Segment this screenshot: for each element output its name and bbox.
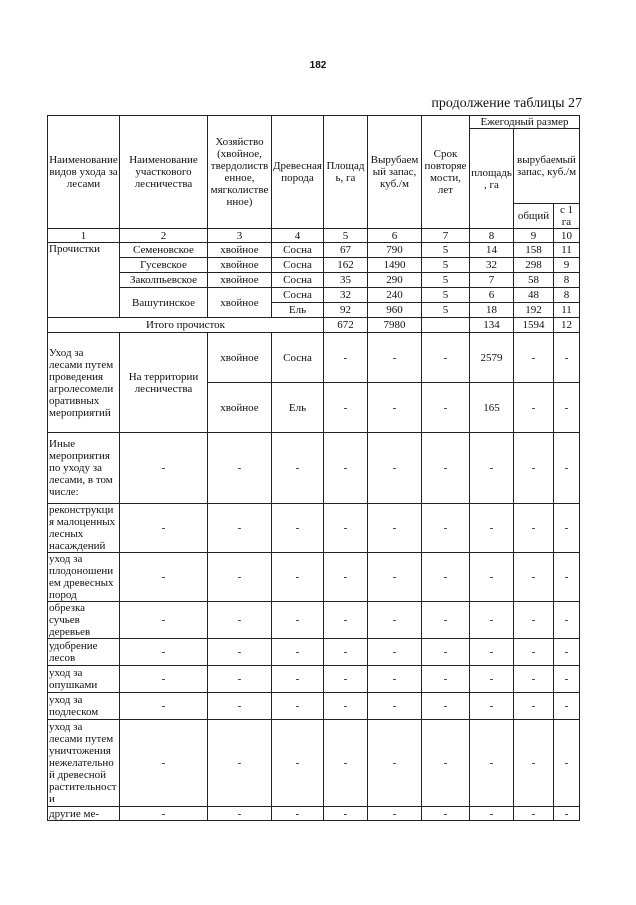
header-annual-area: площадь, га: [470, 129, 514, 229]
volume-cell: 1490: [368, 258, 422, 273]
table-row: [48, 258, 580, 273]
period-cell: [422, 318, 470, 333]
dash-cell: -: [470, 433, 514, 504]
dash-cell: -: [208, 602, 272, 639]
period-cell: 5: [422, 303, 470, 318]
annual-per-ha-cell: 9: [554, 258, 580, 273]
care-type-cell: реконструкция малоценных лесных насаждений: [48, 504, 120, 553]
farm-cell: хвойное: [208, 258, 272, 273]
header-annual-volume: вырубаемый запас, куб./м: [514, 129, 580, 204]
dash-cell: -: [470, 602, 514, 639]
care-type-cell: другие ме-: [48, 807, 120, 821]
dash-cell: -: [554, 693, 580, 720]
care-type-cell: уход за опушками: [48, 666, 120, 693]
dash-cell: -: [120, 693, 208, 720]
farm-cell: хвойное: [208, 273, 272, 288]
dash-cell: -: [368, 720, 422, 807]
header-forestry: Наименование участкового лесничества: [120, 116, 208, 229]
annual-per-ha-cell: 11: [554, 303, 580, 318]
total-label: Итого прочисток: [48, 318, 324, 333]
dash-cell: -: [470, 693, 514, 720]
annual-total-cell: 58: [514, 273, 554, 288]
dash-cell: -: [554, 504, 580, 553]
dash-cell: -: [120, 807, 208, 821]
header-farm: Хозяйство (хвойное, твердолиственное, мягколиственное): [208, 116, 272, 229]
annual-total-cell: 48: [514, 288, 554, 303]
col-number: 5: [324, 229, 368, 243]
volume-cell: 290: [368, 273, 422, 288]
annual-area-cell: 18: [470, 303, 514, 318]
dash-cell: -: [208, 639, 272, 666]
area-cell: 92: [324, 303, 368, 318]
dash-cell: -: [208, 433, 272, 504]
care-type-cell: уход за лесами путем уничтожения нежелательной древесной растительности: [48, 720, 120, 807]
dash-cell: -: [470, 666, 514, 693]
table-row: [48, 666, 580, 693]
dash-cell: -: [368, 639, 422, 666]
page-number: 182: [309, 60, 327, 71]
dash-cell: -: [120, 602, 208, 639]
total-row: [48, 318, 580, 333]
dash-cell: -: [272, 720, 324, 807]
dash-cell: -: [422, 720, 470, 807]
forestry-cell: Вашутинское: [120, 288, 208, 318]
volume-cell: -: [368, 383, 422, 433]
dash-cell: -: [324, 639, 368, 666]
header-period: Срок повторяемости, лет: [422, 116, 470, 229]
dash-cell: -: [120, 639, 208, 666]
dash-cell: -: [554, 553, 580, 602]
dash-cell: -: [422, 504, 470, 553]
dash-cell: -: [208, 504, 272, 553]
dash-cell: -: [470, 807, 514, 821]
dash-cell: -: [422, 807, 470, 821]
annual-per-ha-cell: -: [554, 383, 580, 433]
dash-cell: -: [514, 504, 554, 553]
dash-cell: -: [368, 553, 422, 602]
dash-cell: -: [514, 693, 554, 720]
annual-area-cell: 7: [470, 273, 514, 288]
dash-cell: -: [470, 504, 514, 553]
dash-cell: -: [208, 807, 272, 821]
dash-cell: -: [120, 666, 208, 693]
dash-cell: -: [208, 720, 272, 807]
farm-cell: хвойное: [208, 383, 272, 433]
header-volume: Вырубаемый запас, куб./м: [368, 116, 422, 229]
annual-per-ha-cell: 11: [554, 243, 580, 258]
table-row: [48, 720, 580, 807]
period-cell: 5: [422, 258, 470, 273]
dash-cell: -: [554, 720, 580, 807]
dash-cell: -: [208, 553, 272, 602]
dash-cell: -: [470, 639, 514, 666]
dash-cell: -: [120, 433, 208, 504]
species-cell: Ель: [272, 303, 324, 318]
dash-cell: -: [208, 666, 272, 693]
col-number: 1: [48, 229, 120, 243]
annual-total-cell: -: [514, 333, 554, 383]
dash-cell: -: [422, 693, 470, 720]
table-row: [48, 243, 580, 258]
annual-area-cell: 134: [470, 318, 514, 333]
dash-cell: -: [324, 553, 368, 602]
period-cell: -: [422, 383, 470, 433]
col-number: 8: [470, 229, 514, 243]
species-cell: Сосна: [272, 273, 324, 288]
header-species: Древесная порода: [272, 116, 324, 229]
annual-area-cell: 2579: [470, 333, 514, 383]
annual-total-cell: 158: [514, 243, 554, 258]
period-cell: 5: [422, 288, 470, 303]
dash-cell: -: [422, 553, 470, 602]
area-cell: 67: [324, 243, 368, 258]
header-area: Площадь, га: [324, 116, 368, 229]
dash-cell: -: [324, 433, 368, 504]
dash-cell: -: [324, 693, 368, 720]
care-type-cell: уход за подлеском: [48, 693, 120, 720]
table-row: [48, 553, 580, 602]
care-type-cell: Иные мероприятия по уходу за лесами, в том числе:: [48, 433, 120, 504]
annual-total-cell: 298: [514, 258, 554, 273]
annual-area-cell: 14: [470, 243, 514, 258]
dash-cell: -: [324, 666, 368, 693]
species-cell: Ель: [272, 383, 324, 433]
dash-cell: -: [368, 666, 422, 693]
area-cell: -: [324, 383, 368, 433]
table-row: [48, 433, 580, 504]
header-row-1: [48, 116, 580, 129]
dash-cell: -: [514, 639, 554, 666]
dash-cell: -: [514, 807, 554, 821]
annual-total-cell: 192: [514, 303, 554, 318]
dash-cell: -: [514, 602, 554, 639]
table-continuation-label: продолжение таблицы 27: [431, 96, 582, 111]
volume-cell: 790: [368, 243, 422, 258]
dash-cell: -: [470, 720, 514, 807]
dash-cell: -: [422, 602, 470, 639]
care-type-cell: уход за плодоношением древесных пород: [48, 553, 120, 602]
forestry-cell: Заколпьевское: [120, 273, 208, 288]
annual-per-ha-cell: 12: [554, 318, 580, 333]
dash-cell: -: [554, 666, 580, 693]
dash-cell: -: [554, 807, 580, 821]
table-row: [48, 807, 580, 821]
volume-cell: 240: [368, 288, 422, 303]
col-number: 4: [272, 229, 324, 243]
dash-cell: -: [324, 504, 368, 553]
dash-cell: -: [554, 602, 580, 639]
dash-cell: -: [514, 720, 554, 807]
dash-cell: -: [272, 666, 324, 693]
header-annual-total: общий: [514, 204, 554, 229]
table-row: [48, 602, 580, 639]
species-cell: Сосна: [272, 258, 324, 273]
volume-cell: 7980: [368, 318, 422, 333]
table-row: [48, 639, 580, 666]
dash-cell: -: [324, 602, 368, 639]
forestry-cell: На территории лесничества: [120, 333, 208, 433]
period-cell: -: [422, 333, 470, 383]
dash-cell: -: [324, 720, 368, 807]
header-annual: Ежегодный размер: [470, 116, 580, 129]
farm-cell: хвойное: [208, 243, 272, 258]
dash-cell: -: [120, 720, 208, 807]
dash-cell: -: [368, 807, 422, 821]
species-cell: Сосна: [272, 333, 324, 383]
dash-cell: -: [208, 693, 272, 720]
dash-cell: -: [368, 433, 422, 504]
dash-cell: -: [422, 433, 470, 504]
table-row: [48, 288, 580, 303]
annual-area-cell: 6: [470, 288, 514, 303]
forestry-cell: Семеновское: [120, 243, 208, 258]
table-row: [48, 333, 580, 383]
table-row: [48, 273, 580, 288]
header-annual-per-ha: с 1 га: [554, 204, 580, 229]
dash-cell: -: [272, 504, 324, 553]
volume-cell: -: [368, 333, 422, 383]
dash-cell: -: [422, 666, 470, 693]
dash-cell: -: [272, 602, 324, 639]
dash-cell: -: [272, 639, 324, 666]
header-care-type: Наименование видов ухода за лесами: [48, 116, 120, 229]
area-cell: 32: [324, 288, 368, 303]
dash-cell: -: [554, 639, 580, 666]
area-cell: 672: [324, 318, 368, 333]
dash-cell: -: [514, 553, 554, 602]
period-cell: 5: [422, 273, 470, 288]
care-type-cell: обрезка сучьев деревьев: [48, 602, 120, 639]
annual-area-cell: 32: [470, 258, 514, 273]
dash-cell: -: [470, 553, 514, 602]
farm-cell: хвойное: [208, 288, 272, 318]
annual-per-ha-cell: 8: [554, 288, 580, 303]
species-cell: Сосна: [272, 288, 324, 303]
col-number: 10: [554, 229, 580, 243]
dash-cell: -: [324, 807, 368, 821]
volume-cell: 960: [368, 303, 422, 318]
annual-per-ha-cell: -: [554, 333, 580, 383]
dash-cell: -: [422, 639, 470, 666]
dash-cell: -: [514, 666, 554, 693]
table-row: [48, 693, 580, 720]
dash-cell: -: [554, 433, 580, 504]
care-type-cell: удобрение лесов: [48, 639, 120, 666]
table-row: [48, 504, 580, 553]
annual-total-cell: 1594: [514, 318, 554, 333]
area-cell: -: [324, 333, 368, 383]
dash-cell: -: [120, 504, 208, 553]
dash-cell: -: [272, 693, 324, 720]
annual-total-cell: -: [514, 383, 554, 433]
care-type-cell: Уход за лесами путем проведения агролесомелиоративных мероприятий: [48, 333, 120, 433]
species-cell: Сосна: [272, 243, 324, 258]
forestry-cell: Гусевское: [120, 258, 208, 273]
dash-cell: -: [368, 693, 422, 720]
col-number: 9: [514, 229, 554, 243]
col-number: 7: [422, 229, 470, 243]
forest-care-table: [47, 115, 580, 821]
area-cell: 162: [324, 258, 368, 273]
column-number-row: [48, 229, 580, 243]
care-type-cell: Прочистки: [48, 243, 120, 318]
dash-cell: -: [120, 553, 208, 602]
dash-cell: -: [272, 807, 324, 821]
dash-cell: -: [514, 433, 554, 504]
dash-cell: -: [272, 433, 324, 504]
col-number: 2: [120, 229, 208, 243]
dash-cell: -: [368, 602, 422, 639]
dash-cell: -: [368, 504, 422, 553]
col-number: 6: [368, 229, 422, 243]
annual-area-cell: 165: [470, 383, 514, 433]
col-number: 3: [208, 229, 272, 243]
period-cell: 5: [422, 243, 470, 258]
farm-cell: хвойное: [208, 333, 272, 383]
annual-per-ha-cell: 8: [554, 273, 580, 288]
dash-cell: -: [272, 553, 324, 602]
area-cell: 35: [324, 273, 368, 288]
